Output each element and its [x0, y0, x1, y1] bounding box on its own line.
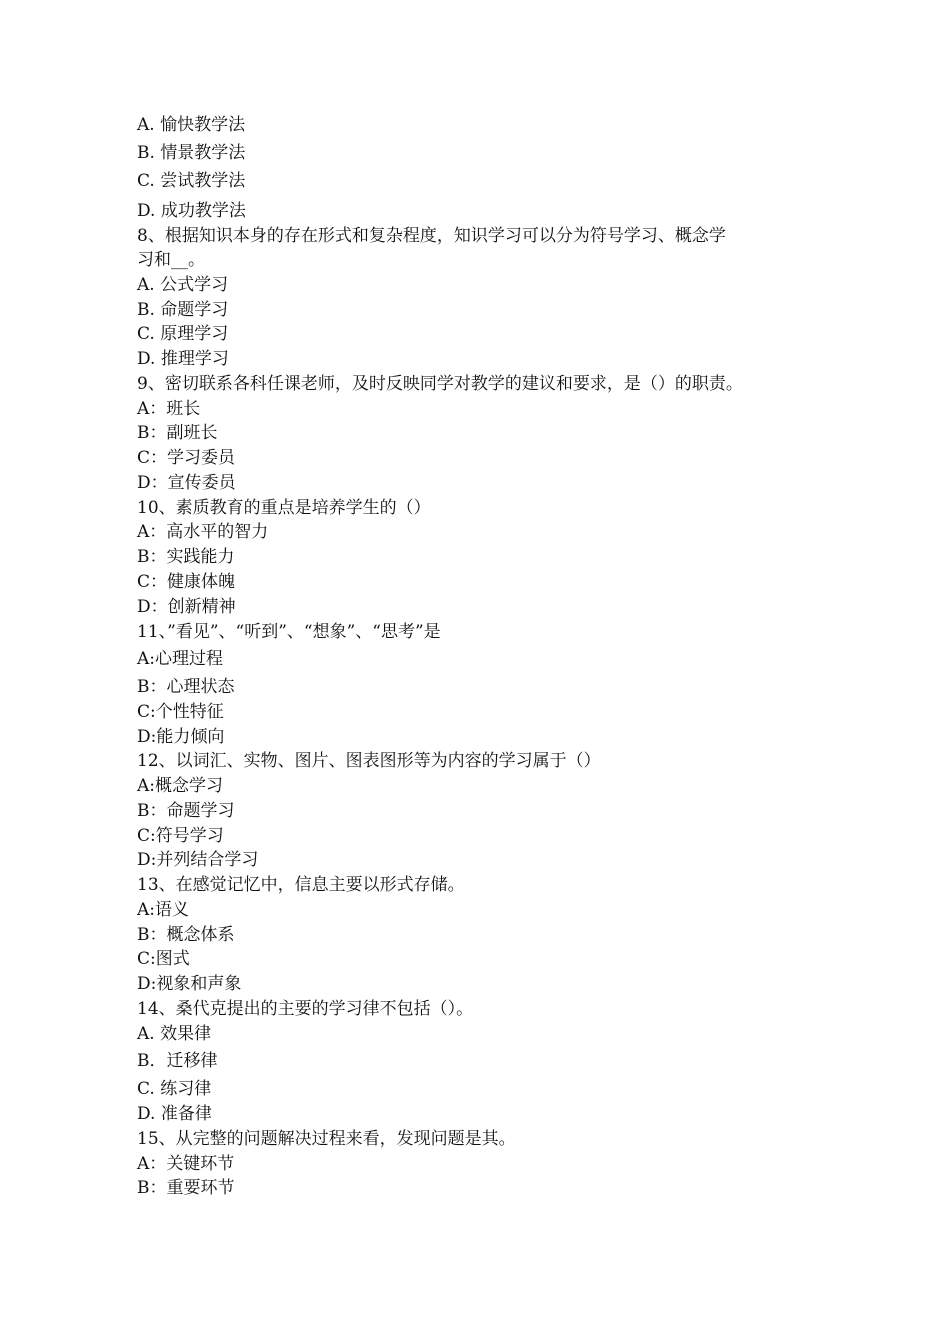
q9-option-d: D：宣传委员 — [137, 473, 236, 493]
q10-option-a: A：高水平的智力 — [137, 522, 269, 542]
q14-option-b: B．迁移律 — [137, 1051, 218, 1071]
q13-option-a: A:语义 — [137, 900, 190, 920]
q15-question: 15、从完整的问题解决过程来看，发现问题是其。 — [137, 1129, 516, 1149]
q8-option-b: B. 命题学习 — [137, 300, 229, 320]
q12-question: 12、以词汇、实物、图片、图表图形等为内容的学习属于（） — [137, 751, 601, 771]
q7-option-d: D. 成功教学法 — [137, 201, 246, 221]
q14-question: 14、桑代克提出的主要的学习律不包括（）。 — [137, 999, 474, 1019]
q13-question: 13、在感觉记忆中，信息主要以形式存储。 — [137, 875, 465, 895]
q8-option-a: A. 公式学习 — [137, 275, 229, 295]
q11-option-c: C:个性特征 — [137, 702, 224, 722]
q12-option-c: C:符号学习 — [137, 826, 224, 846]
q8-question-line2: 习和__。 — [137, 250, 205, 270]
q7-option-a: A. 愉快教学法 — [137, 115, 246, 135]
q8-option-c: C. 原理学习 — [137, 324, 229, 344]
q12-option-b: B：命题学习 — [137, 801, 235, 821]
q7-option-c: C. 尝试教学法 — [137, 171, 246, 191]
q15-option-b: B：重要环节 — [137, 1178, 235, 1198]
q8-question-line1: 8、根据知识本身的存在形式和复杂程度，知识学习可以分为符号学习、概念学 — [137, 226, 726, 246]
q10-question: 10、素质教育的重点是培养学生的（） — [137, 498, 431, 518]
q11-option-d: D:能力倾向 — [137, 727, 225, 747]
q13-option-c: C:图式 — [137, 949, 190, 969]
q15-option-a: A：关键环节 — [137, 1154, 235, 1174]
q9-option-a: A：班长 — [137, 399, 201, 419]
q11-option-b: B：心理状态 — [137, 677, 235, 697]
q14-option-c: C. 练习律 — [137, 1079, 212, 1099]
q9-question: 9、密切联系各科任课老师，及时反映同学对教学的建议和要求，是（）的职责。 — [137, 374, 743, 394]
q11-option-a: A:心理过程 — [137, 649, 224, 669]
q13-option-d: D:视象和声象 — [137, 974, 242, 994]
q9-option-c: C：学习委员 — [137, 448, 236, 468]
q10-option-b: B：实践能力 — [137, 547, 235, 567]
q14-option-a: A. 效果律 — [137, 1024, 212, 1044]
q12-option-d: D:并列结合学习 — [137, 850, 259, 870]
q13-option-b: B：概念体系 — [137, 925, 235, 945]
q14-option-d: D. 准备律 — [137, 1104, 212, 1124]
q8-option-d: D. 推理学习 — [137, 349, 229, 369]
q12-option-a: A:概念学习 — [137, 776, 224, 796]
q10-option-d: D：创新精神 — [137, 597, 236, 617]
q7-option-b: B. 情景教学法 — [137, 143, 246, 163]
q10-option-c: C：健康体魄 — [137, 572, 236, 592]
q9-option-b: B：副班长 — [137, 423, 218, 443]
q11-question: 11、”看见”、“听到”、“想象”、“思考”是 — [137, 622, 441, 642]
